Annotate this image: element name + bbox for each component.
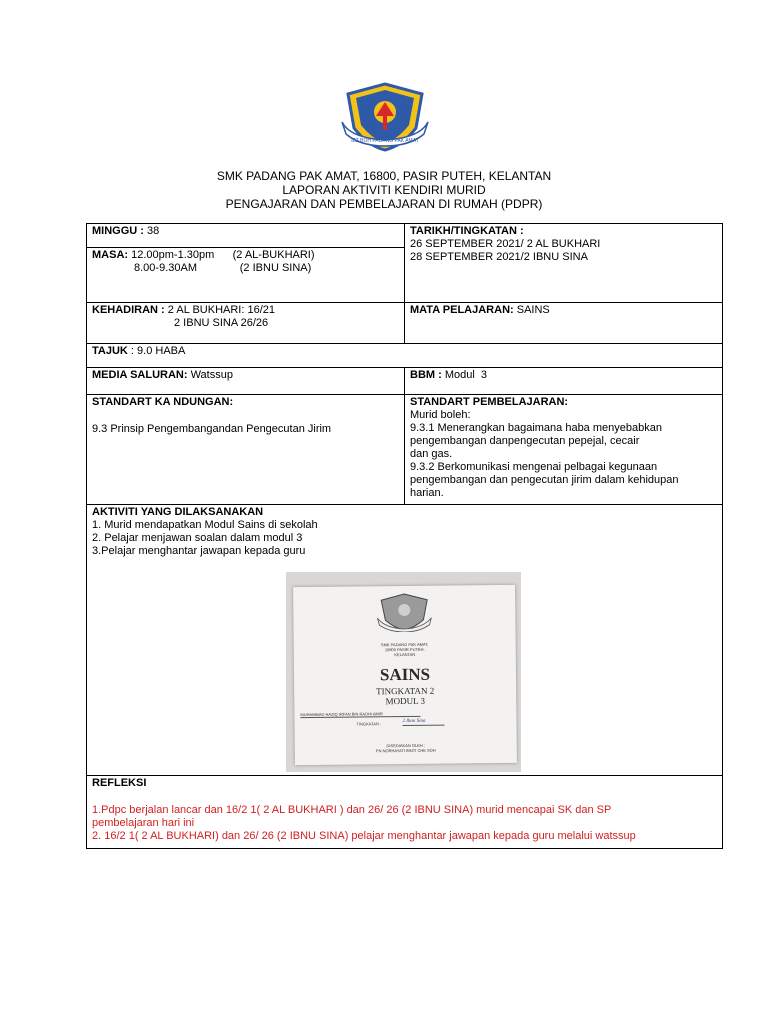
bbm-cell — [405, 368, 723, 395]
minggu-value: 38 — [143, 225, 160, 237]
sp-line: dan gas. — [410, 448, 453, 460]
media-saluran-label: MEDIA SALURAN: — [92, 369, 188, 381]
cover-footer-2: PN NORHAYATI BINTI CHE SOH — [375, 747, 436, 754]
standart-kandungan-value: 9.3 Prinsip Pengembangandan Pengecutan Jirim — [92, 423, 332, 435]
tajuk-value: : 9.0 HABA — [127, 345, 186, 357]
mata-pelajaran-label: MATA PELAJARAN: — [410, 304, 514, 316]
refleksi-line: 1.Pdpc berjalan lancar dan 16/2 1( 2 AL BUKHARI ) dan 26/ 26 (2 IBNU SINA) murid mencapai SK dan SP — [92, 804, 612, 816]
report-subtitle: PENGAJARAN DAN PEMBELAJARAN DI RUMAH (PDPR) — [225, 197, 543, 211]
media-saluran-value: Watssup — [187, 369, 233, 381]
module-cover-photo — [286, 572, 521, 772]
refleksi-line: 2. 16/2 1( 2 AL BUKHARI) dan 26/ 26 (2 IBNU SINA) pelajar menghantar jawapan kepada guru melalui watssup — [92, 830, 636, 842]
kehadiran-line-1: 2 AL BUKHARI: 16/21 — [164, 304, 275, 316]
sp-line: harian. — [410, 487, 444, 499]
minggu-cell — [87, 224, 405, 248]
tajuk-cell — [87, 344, 723, 368]
sp-line: pengembangan danpengecutan pepejal, cecair — [410, 435, 640, 447]
masa-label: MASA: — [92, 249, 129, 261]
mata-pelajaran-cell — [405, 303, 723, 344]
sp-line: 9.3.2 Berkomunikasi mengenai pelbagai kegunaan — [410, 461, 658, 473]
aktiviti-item: 2. Pelajar menjawan soalan dalam modul 3 — [92, 532, 303, 544]
minggu-label: MINGGU : — [92, 225, 144, 237]
kehadiran-label: KEHADIRAN : — [92, 304, 165, 316]
kehadiran-line-2: 2 IBNU SINA 26/26 — [174, 317, 269, 329]
tarikh-label: TARIKH/TINGKATAN : — [410, 225, 524, 237]
cover-subtitle-1: TINGKATAN 2 — [376, 685, 435, 697]
cover-crest-icon — [293, 591, 515, 633]
kehadiran-cell — [87, 303, 405, 344]
cover-title: SAINS — [379, 664, 431, 685]
cover-subtitle-2: MODUL 3 — [385, 695, 426, 707]
standart-kandungan-label: STANDART KA NDUNGAN: — [92, 396, 234, 408]
standart-kandungan-cell — [87, 395, 405, 505]
cover-form-line: TINGKATAN : — [356, 721, 382, 727]
cover-signature: 2 Ibnu Sina — [402, 718, 444, 726]
cover-footer-1: DISEDIAKAN OLEH : — [386, 742, 425, 749]
bbm-value: Modul 3 — [441, 369, 488, 381]
masa-cell — [87, 248, 405, 303]
bbm-label: BBM : — [410, 369, 442, 381]
report-form — [86, 223, 723, 849]
module-cover-paper — [293, 585, 517, 765]
logo-motto: IZZ BOH PADANG PAK AMAT — [351, 138, 419, 144]
cover-address-1: SMK PADANG PAK AMAT, — [380, 641, 429, 648]
tarikh-cell — [405, 224, 723, 303]
standart-pembelajaran-label: STANDART PEMBELAJARAN: — [410, 396, 569, 408]
masa-line-2: 8.00-9.30AM (2 IBNU SINA) — [134, 262, 312, 274]
aktiviti-item: 3.Pelajar menghantar jawapan kepada guru — [92, 545, 306, 557]
masa-line-1: 12.00pm-1.30pm (2 AL-BUKHARI) — [128, 249, 315, 261]
sp-line: 9.3.1 Menerangkan bagaimana haba menyebabkan — [410, 422, 662, 434]
cover-address-3: KELANTAN — [394, 651, 416, 658]
sp-line: Murid boleh: — [410, 409, 471, 421]
school-logo — [340, 82, 430, 152]
refleksi-cell — [87, 776, 723, 849]
tarikh-line-1: 26 SEPTEMBER 2021/ 2 AL BUKHARI — [410, 238, 601, 250]
cover-address-2: 16800 PASIR PUTEH, — [384, 646, 425, 653]
aktiviti-item: 1. Murid mendapatkan Modul Sains di sekolah — [92, 519, 318, 531]
aktiviti-label: AKTIVITI YANG DILAKSANAKAN — [92, 506, 264, 518]
school-crest-icon — [340, 82, 430, 152]
refleksi-label: REFLEKSI — [92, 777, 147, 789]
cover-student-name: MUHAMMAD HAZIQ IRFAN BIN RADHI AMIR — [300, 711, 420, 718]
tajuk-label: TAJUK — [92, 345, 128, 357]
report-title: LAPORAN AKTIVITI KENDIRI MURID — [282, 183, 486, 197]
sp-line: pengembangan dan pengecutan jirim dalam kehidupan — [410, 474, 679, 486]
media-saluran-cell — [87, 368, 405, 395]
refleksi-line: pembelajaran hari ini — [92, 817, 195, 829]
aktiviti-cell — [87, 505, 723, 776]
mata-pelajaran-value: SAINS — [513, 304, 550, 316]
school-address: SMK PADANG PAK AMAT, 16800, PASIR PUTEH, KELANTAN — [216, 169, 552, 183]
document-header — [0, 169, 768, 211]
standart-pembelajaran-cell — [405, 395, 723, 505]
tarikh-line-2: 28 SEPTEMBER 2021/2 IBNU SINA — [410, 251, 588, 263]
